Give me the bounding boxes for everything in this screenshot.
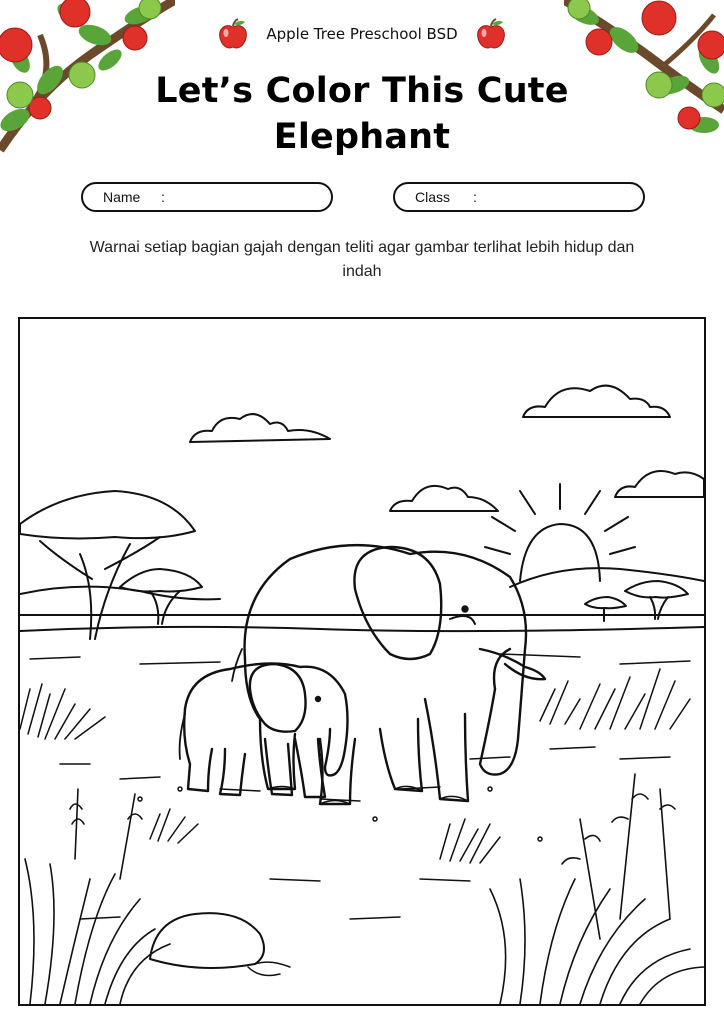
class-field[interactable] bbox=[393, 182, 645, 212]
instruction-text: Warnai setiap bagian gajah dengan teliti agar gambar terlihat lebih hidup dan indah bbox=[89, 239, 635, 280]
name-separator: : bbox=[161, 189, 165, 205]
apple-icon bbox=[474, 17, 508, 51]
coloring-frame bbox=[18, 317, 706, 1006]
class-separator: : bbox=[473, 189, 477, 205]
school-header bbox=[0, 16, 724, 52]
sun-icon bbox=[485, 484, 635, 581]
mother-elephant-icon bbox=[232, 545, 545, 804]
class-label: Class bbox=[415, 189, 451, 205]
acacia-tree-icon bbox=[585, 597, 626, 621]
rock-icon bbox=[150, 913, 264, 968]
cloud-icon bbox=[523, 386, 670, 417]
elephant-savanna-illustration bbox=[20, 319, 704, 1004]
page-title bbox=[0, 68, 724, 160]
acacia-tree-icon bbox=[625, 581, 688, 619]
name-field[interactable] bbox=[81, 182, 333, 212]
cloud-icon bbox=[390, 486, 498, 511]
title-line-1: Let’s Color This Cute bbox=[155, 71, 569, 111]
cloud-icon bbox=[190, 414, 330, 442]
school-name: Apple Tree Preschool BSD bbox=[266, 25, 458, 43]
baby-elephant-icon bbox=[180, 663, 348, 797]
name-label: Name bbox=[103, 189, 141, 205]
apple-icon bbox=[216, 17, 250, 51]
cloud-icon bbox=[615, 471, 704, 497]
acacia-tree-icon bbox=[20, 491, 195, 639]
title-line-2: Elephant bbox=[273, 117, 451, 157]
